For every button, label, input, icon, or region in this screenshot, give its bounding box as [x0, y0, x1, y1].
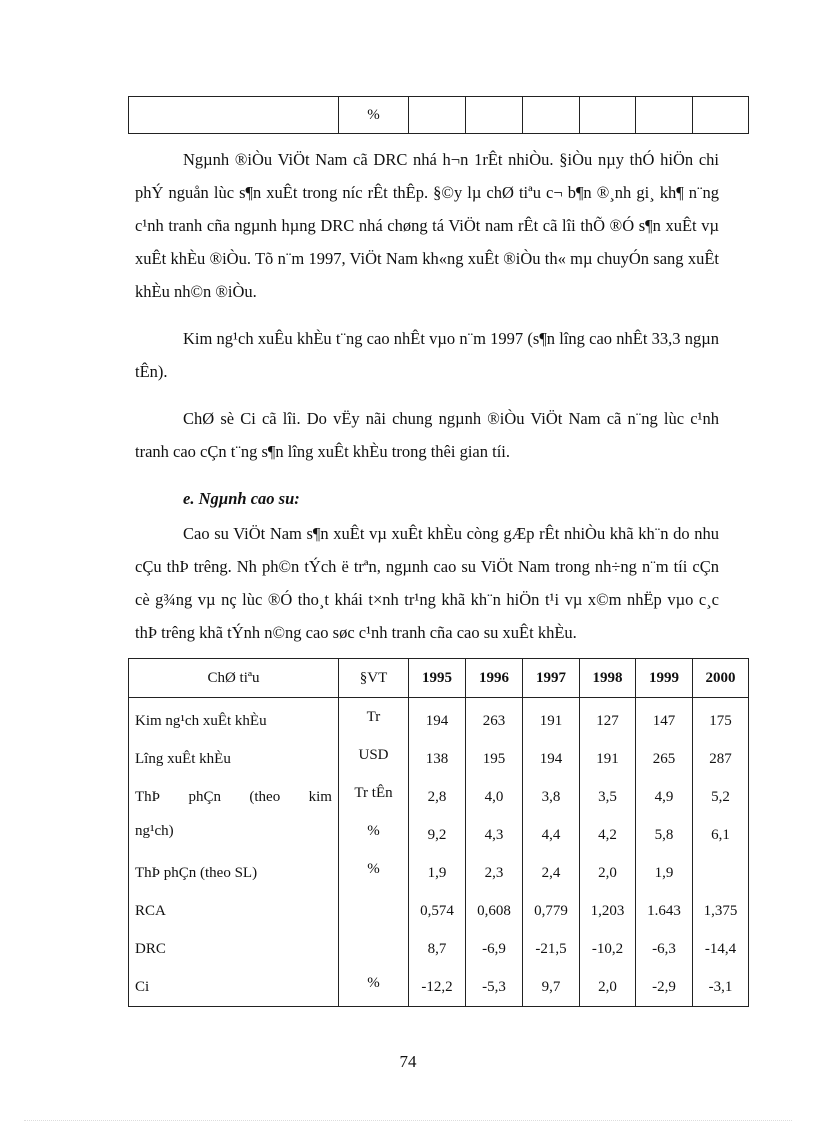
label-word: kim [308, 789, 332, 805]
value-cell: -6,9 [482, 941, 506, 957]
label-word: ThÞ [135, 789, 161, 805]
header-indicator: ChØ tiªu [129, 659, 339, 698]
label-rca: RCA [135, 903, 166, 919]
value-cell: 5,2 [711, 789, 730, 805]
value-cell: -5,3 [482, 979, 506, 995]
fragment-cell [409, 97, 466, 134]
year-1997-column [523, 698, 580, 1007]
value-cell: 3,8 [541, 789, 561, 805]
header-year: 1995 [409, 659, 466, 698]
value-cell: 191 [539, 713, 563, 729]
value-cell: 2,4 [541, 865, 561, 881]
label-drc: DRC [135, 941, 166, 957]
value-cell: -14,4 [704, 941, 737, 957]
value-cell: -10,2 [591, 941, 624, 957]
value-cell: 0,608 [477, 903, 511, 919]
fragment-cell-unit: % [339, 97, 409, 134]
unit-cell: % [367, 975, 380, 991]
value-cell: 195 [482, 751, 506, 767]
value-cell: 1,9 [654, 865, 674, 881]
unit-cell [339, 892, 408, 930]
label-market-share-value [135, 778, 332, 816]
year-1999-column [636, 698, 693, 1007]
header-year: 1999 [636, 659, 693, 698]
unit-cell: % [367, 823, 380, 839]
value-cell: -3,1 [708, 979, 733, 995]
fragment-cell [466, 97, 523, 134]
value-cell: -21,5 [535, 941, 567, 957]
label-word: (theo [249, 789, 281, 805]
value-cell: 9,2 [427, 827, 447, 843]
value-cell: 2,0 [598, 979, 617, 995]
rubber-indicators-table [128, 658, 749, 1007]
value-cell: 287 [709, 751, 732, 767]
value-cell: 1,9 [427, 865, 447, 881]
paragraph-drc: Ngµnh ®iÒu ViÖt Nam cã DRC nhá h¬n 1rÊt nhiÒu. §iÒu nµy thÓ hiÖn chi phÝ nguån lùc s¶n xuÊt trong níc rÊt thÊp. §©y lµ chØ tiªu c¬ b¶n ®¸nh gi¸ kh¶ n¨ng c¹nh tranh cña ngµnh hµng DRC nhá chøng tá ViÖt nam rÊt cã lîi thÕ ®Ó s¶n xuÊt vµ xuÊt khÈu ®iÒu. Tõ n¨m 1997, ViÖt Nam kh«ng xuÊt ®iÒu th« mµ chuyÓn sang xuÊt khÈu nh©n ®iÒu. [135, 150, 719, 301]
value-cell: 1.643 [647, 903, 681, 919]
unit-cell [339, 930, 408, 968]
paragraph-ci: ChØ sè Ci cã lîi. Do vËy nãi chung ngµnh ®iÒu ViÖt Nam cã n¨ng lùc c¹nh tranh cao cÇn t¨ng s¶n lîng xuÊt khÈu trong thêi gian tíi. [135, 409, 719, 461]
section-heading-rubber: e. Ngµnh cao su: [183, 489, 300, 508]
value-cell: 191 [596, 751, 619, 767]
value-cell: 8,7 [427, 941, 447, 957]
value-cell: 263 [482, 713, 506, 729]
value-cell: 194 [425, 713, 449, 729]
table-header-row [129, 659, 749, 698]
fragment-cell [693, 97, 749, 134]
value-cell: 0,779 [534, 903, 568, 919]
value-cell: 127 [596, 713, 619, 729]
label-market-share-volume: ThÞ phÇn (theo SL) [135, 865, 258, 881]
value-cell: 0,574 [420, 903, 454, 919]
table-body-row [129, 698, 749, 1007]
value-cell: 4,0 [484, 789, 504, 805]
unit-cell: % [367, 861, 380, 877]
fragment-cell [523, 97, 580, 134]
label-export-value: Kim ng¹ch xuÊt khÈu [135, 713, 267, 729]
value-cell: 2,3 [484, 865, 504, 881]
footer-divider [24, 1120, 792, 1121]
value-cell: 147 [652, 713, 676, 729]
fragment-cell-label [129, 97, 339, 134]
header-year: 2000 [693, 659, 749, 698]
year-1996-column [466, 698, 523, 1007]
value-cell: 5,8 [654, 827, 674, 843]
header-year: 1998 [580, 659, 636, 698]
value-cell [693, 854, 748, 892]
year-2000-column [693, 698, 749, 1007]
value-cell: 175 [709, 713, 732, 729]
value-cell: 3,5 [598, 789, 617, 805]
value-cell: 4,2 [598, 827, 617, 843]
value-cell: 4,9 [654, 789, 674, 805]
header-year: 1997 [523, 659, 580, 698]
value-cell: 265 [652, 751, 676, 767]
value-cell: -2,9 [652, 979, 676, 995]
value-cell: 2,8 [427, 789, 447, 805]
unit-cell: Tr [366, 709, 381, 725]
value-cell: -6,3 [652, 941, 676, 957]
body-text [135, 143, 719, 663]
value-cell: 138 [425, 751, 449, 767]
paragraph-rubber: Cao su ViÖt Nam s¶n xuÊt vµ xuÊt khÈu còng gÆp rÊt nhiÒu khã kh¨n do nhu cÇu thÞ trêng. Nh ph©n tÝch ë trªn, ngµnh cao su ViÖt Nam trong nh÷ng n¨m tíi cÇn cè g¾ng vµ nç lùc ®Ó tho¸t khái t×nh tr¹ng khã kh¨n hiÖn t¹i vµ x©m nhËp vµo c¸c thÞ trêng khã tÝnh n©ng cao søc c¹nh tranh cña cao su xuÊt khÈu. [135, 524, 719, 642]
value-cell: 6,1 [711, 827, 730, 843]
label-market-share-value-cont: ng¹ch) [135, 823, 174, 839]
indicator-column [129, 698, 339, 1007]
continued-table-fragment [128, 96, 749, 134]
value-cell: 2,0 [598, 865, 617, 881]
fragment-cell [636, 97, 693, 134]
year-1998-column [580, 698, 636, 1007]
value-cell: -12,2 [421, 979, 453, 995]
paragraph-export-value: Kim ng¹ch xuÊu khÈu t¨ng cao nhÊt vµo n¨m 1997 (s¶n lîng cao nhÊt 33,3 ngµn tÊn). [135, 329, 719, 381]
header-unit: §VT [339, 659, 409, 698]
value-cell: 9,7 [541, 979, 561, 995]
value-cell: 194 [539, 751, 563, 767]
header-year: 1996 [466, 659, 523, 698]
unit-cell: USD [358, 747, 389, 763]
value-cell: 1,375 [703, 903, 738, 919]
page-number: 74 [399, 1052, 417, 1071]
label-export-volume: Lîng xuÊt khÈu [135, 751, 231, 767]
value-cell: 4,3 [484, 827, 504, 843]
unit-cell: Tr tÊn [354, 785, 393, 801]
year-1995-column [409, 698, 466, 1007]
unit-column [339, 698, 409, 1007]
fragment-cell [580, 97, 636, 134]
value-cell: 1,203 [590, 903, 625, 919]
label-word: phÇn [188, 789, 221, 805]
value-cell: 4,4 [541, 827, 561, 843]
label-ci: Ci [135, 979, 150, 995]
